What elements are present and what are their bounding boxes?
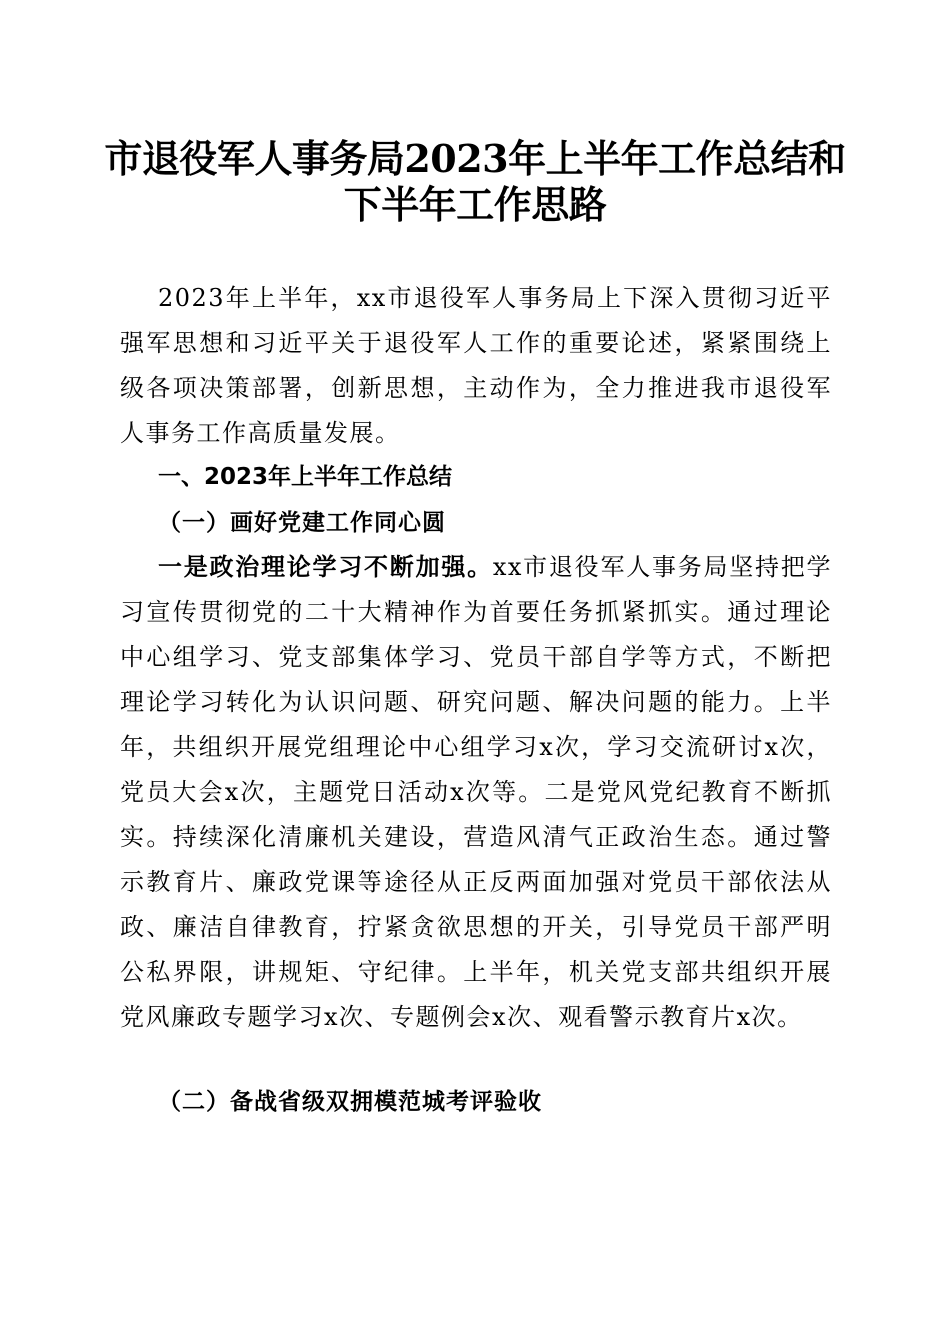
paragraph-2-lead: 一是政治理论学习不断加强。 — [158, 552, 493, 581]
subsection-heading-2: （二）备战省级双拥模范城考评验收 — [158, 1088, 542, 1115]
paragraph-2-text — [120, 544, 832, 1040]
section-heading-1: 一、2023年上半年工作总结 — [158, 464, 453, 490]
paragraph-2-body: xx市退役军人事务局坚持把学习宣传贯彻党的二十大精神作为首要任务抓紧抓实。通过理论中心组学习、党支部集体学习、党员干部自学等方式，不断把理论学习转化为认识问题、研究问题、解决问题的能力。上半年，共组织开展党组理论中心组学习x次，学习交流研讨x次，党员大会x次，主题党日活动x次等。二是党风党纪教育不断抓实。持续深化清廉机关建设，营造风清气正政治生态。通过警示教育片、廉政党课等途径从正反两面加强对党员干部依法从政、廉洁自律教育，拧紧贪欲思想的开关，引导党员干部严明公私界限，讲规矩、守纪律。上半年，机关党支部共组织开展党风廉政专题学习x次、专题例会x次、观看警示教育片x次。 — [120, 553, 832, 1031]
document-title-line-2: 下半年工作思路 — [343, 182, 607, 227]
body-paragraph-2 — [120, 544, 832, 1040]
document-title-line-1: 市退役军人事务局2023年上半年工作总结和 — [104, 136, 846, 181]
subsection-heading-1: （一）画好党建工作同心圆 — [158, 509, 446, 536]
intro-text: 2023年上半年，xx市退役军人事务局上下深入贯彻习近平强军思想和习近平关于退役军人工作的重要论述，紧紧围绕上级各项决策部署，创新思想，主动作为，全力推进我市退役军人事务工作高质量发展。 — [120, 284, 832, 447]
intro-paragraph — [120, 276, 832, 456]
